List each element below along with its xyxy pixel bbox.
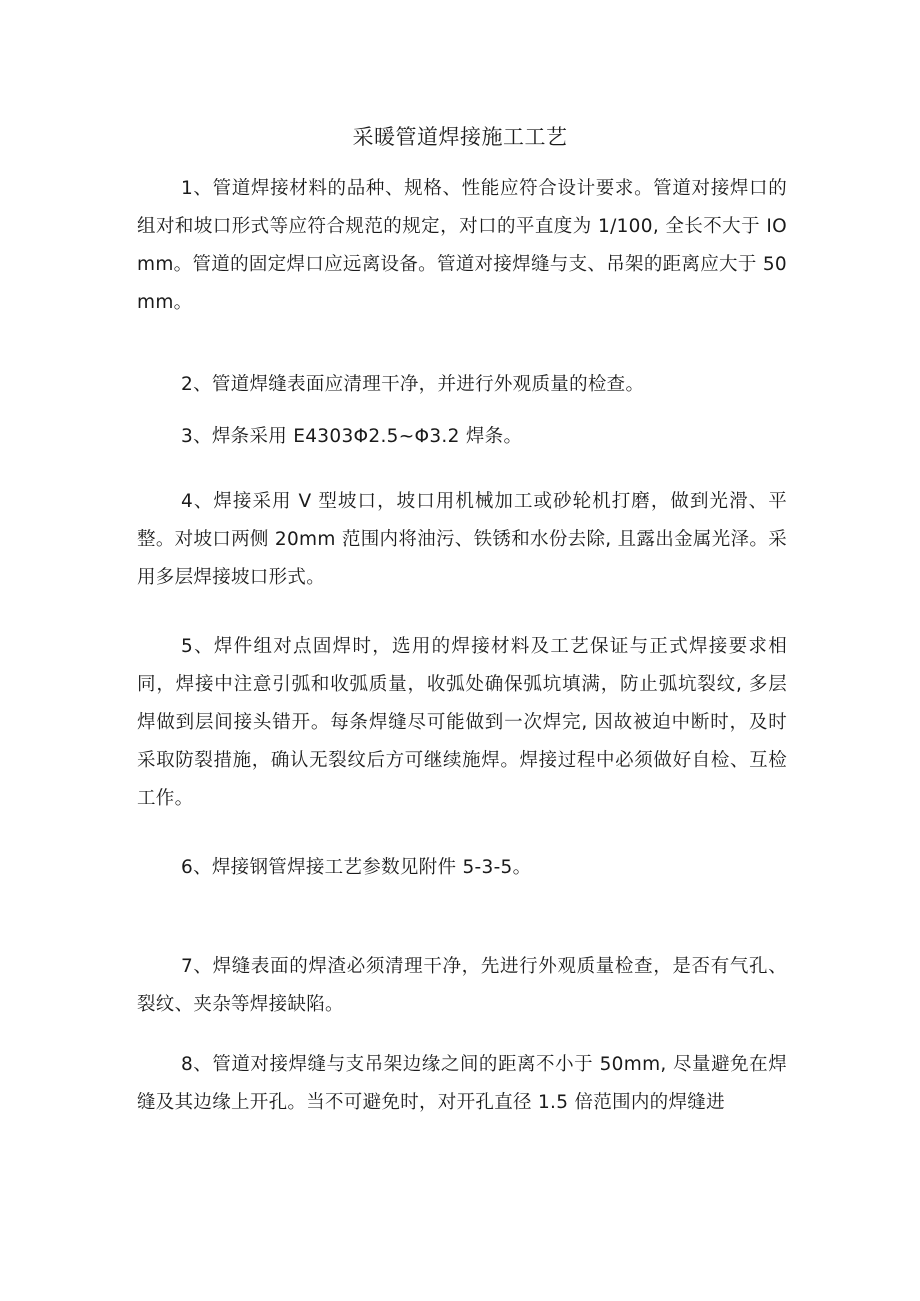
paragraph-3: 3、焊条采用 E4303Φ2.5~Φ3.2 焊条。 — [181, 426, 523, 447]
paragraph-6: 6、焊接钢管焊接工艺参数见附件 5-3-5。 — [181, 857, 532, 878]
document-title: 采暖管道焊接施工工艺 — [352, 125, 568, 149]
paragraph-7: 7、焊缝表面的焊渣必须清理干净，先进行外观质量检查，是否有气孔、裂纹、夹杂等焊接缺陷。 — [137, 956, 787, 1015]
paragraph-4: 4、焊接采用 V 型坡口，坡口用机械加工或砂轮机打磨，做到光滑、平整。对坡口两侧 20mm 范围内将油污、铁锈和水份去除, 且露出金属光泽。采用多层焊接坡口形式。 — [137, 491, 787, 588]
paragraph-1: 1、管道焊接材料的品种、规格、性能应符合设计要求。管道对接焊口的组对和坡口形式等应符合规范的规定，对口的平直度为 1/100, 全长不大于 IOmm。管道的固定焊口应远离设备。管道对接焊缝与支、吊架的距离应大于 50mm。 — [137, 178, 787, 313]
paragraph-5: 5、焊件组对点固焊时，选用的焊接材料及工艺保证与正式焊接要求相同，焊接中注意引弧和收弧质量，收弧处确保弧坑填满，防止弧坑裂纹, 多层焊做到层间接头错开。每条焊缝尽可能做到一次焊完, 因故被迫中断时，及时采取防裂措施，确认无裂纹后方可继续施焊。焊接过程中必须做好自检、互检工作。 — [137, 636, 787, 809]
paragraph-2: 2、管道焊缝表面应清理干净，并进行外观质量的检查。 — [181, 374, 645, 395]
paragraph-8: 8、管道对接焊缝与支吊架边缘之间的距离不小于 50mm, 尽量避免在焊缝及其边缘上开孔。当不可避免时，对开孔直径 1.5 倍范围内的焊缝进 — [137, 1054, 787, 1113]
